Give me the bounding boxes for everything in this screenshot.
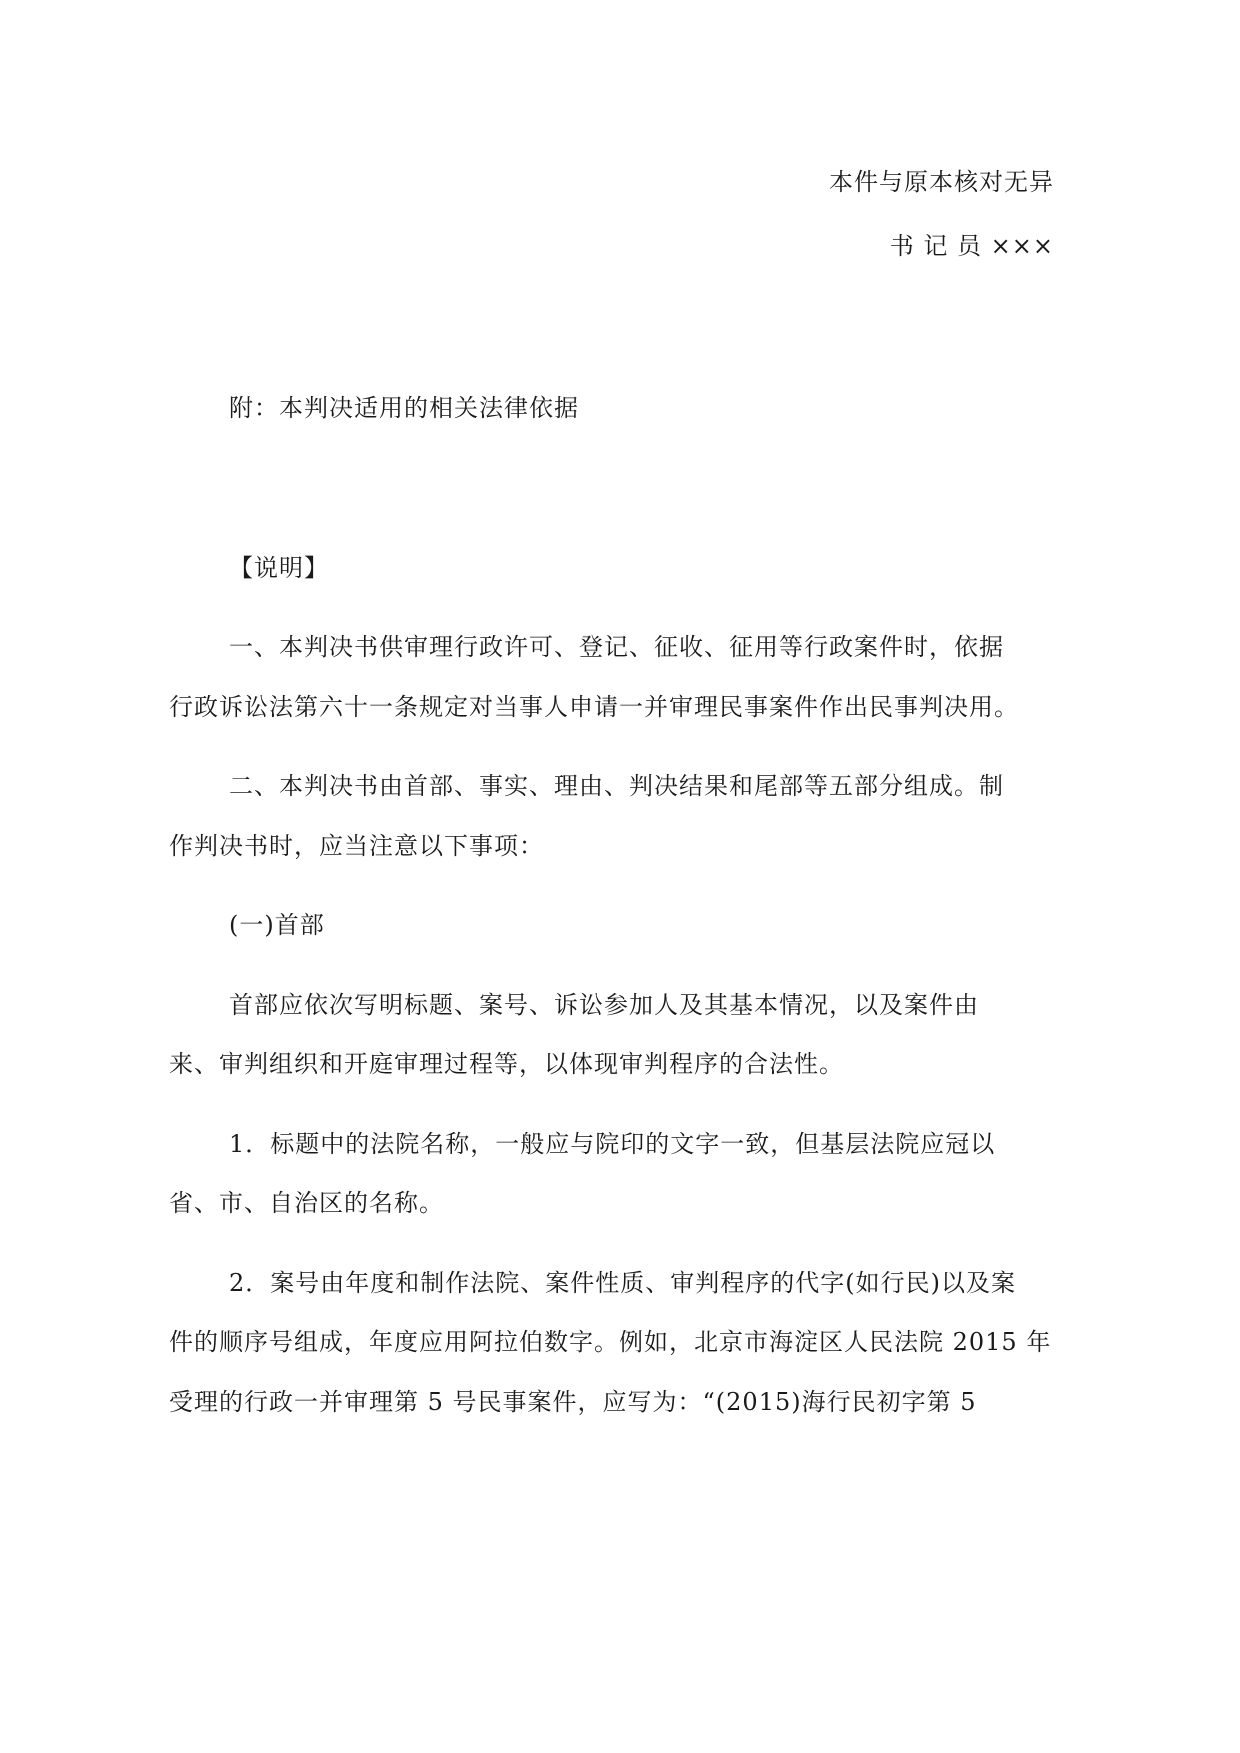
paragraph-line: 省、市、自治区的名称。 (169, 1189, 444, 1217)
paragraph-line: 受理的行政一并审理第 5 号民事案件，应写为：“(2015)海行民初字第 5 (169, 1388, 977, 1416)
paragraph-line: 行政诉讼法第六十一条规定对当事人申请一并审理民事案件作出民事判决用。 (169, 693, 1019, 721)
paragraph-line: 来、审判组织和开庭审理过程等，以体现审判程序的合法性。 (169, 1050, 844, 1078)
verification-statement: 本件与原本核对无异 (829, 168, 1054, 196)
clerk-signature: 书 记 员 ××× (889, 232, 1054, 260)
notes-heading: 【说明】 (229, 554, 329, 582)
paragraph-line: 作判决书时，应当注意以下事项： (169, 832, 544, 860)
paragraph-line: 件的顺序号组成，年度应用阿拉伯数字。例如，北京市海淀区人民法院 2015 年 (169, 1328, 1052, 1356)
paragraph-line: 1．标题中的法院名称，一般应与院印的文字一致，但基层法院应冠以 (229, 1130, 996, 1158)
section-heading: (一)首部 (229, 911, 325, 939)
paragraph-line: 二、本判决书由首部、事实、理由、判决结果和尾部等五部分组成。制 (229, 772, 1004, 800)
paragraph-line: 首部应依次写明标题、案号、诉讼参加人及其基本情况，以及案件由 (229, 991, 979, 1019)
paragraph-line: 一、本判决书供审理行政许可、登记、征收、征用等行政案件时，依据 (229, 633, 1004, 661)
appendix-heading: 附：本判决适用的相关法律依据 (229, 394, 579, 422)
paragraph-line: 2．案号由年度和制作法院、案件性质、审判程序的代字(如行民)以及案 (229, 1269, 1016, 1297)
